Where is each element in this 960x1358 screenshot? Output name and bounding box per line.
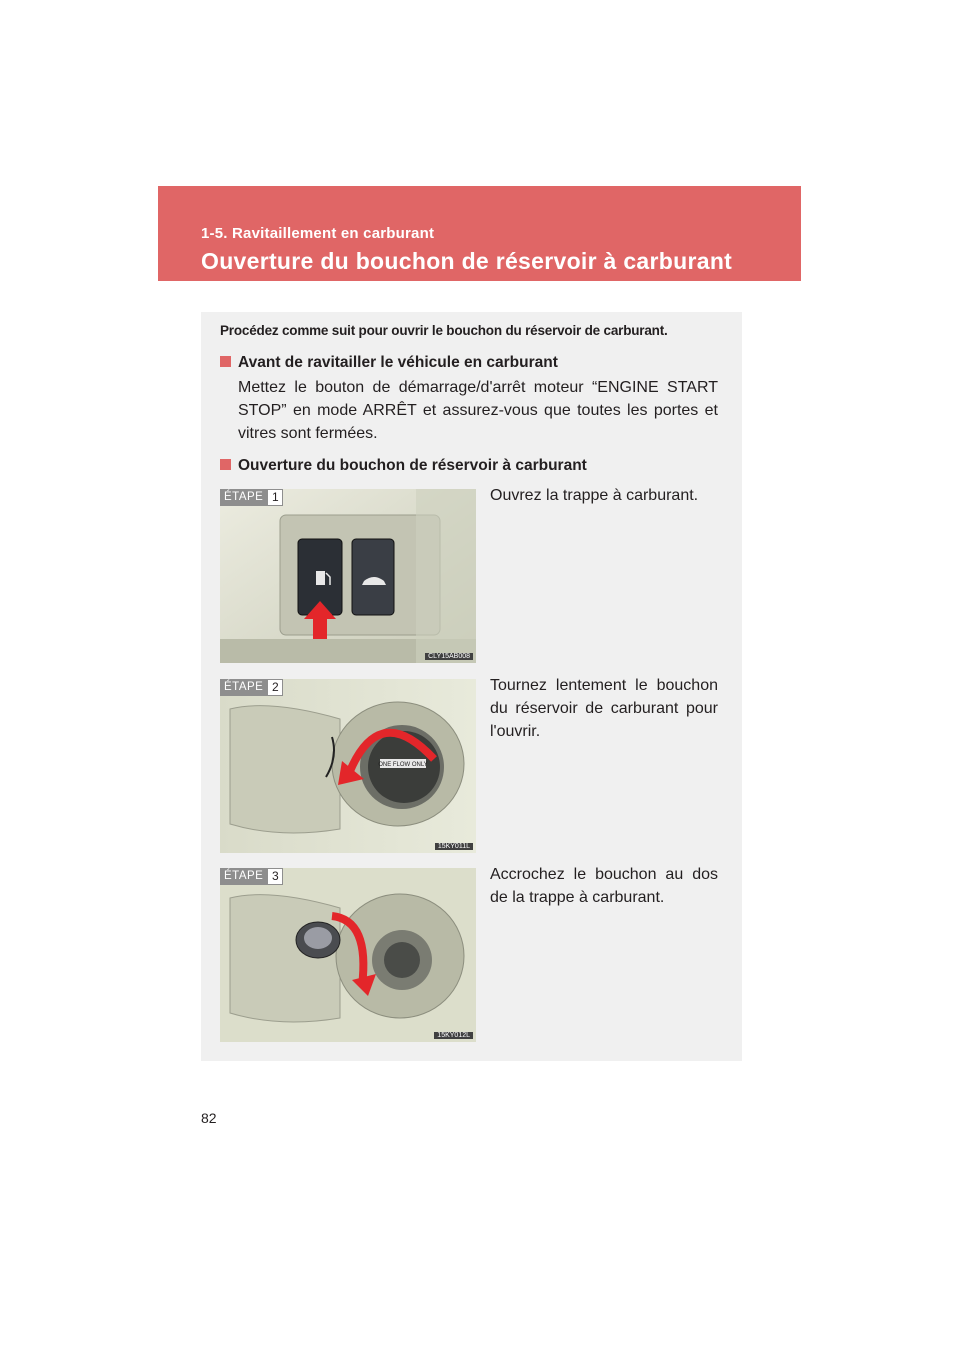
subheading-text: Ouverture du bouchon de réservoir à carburant — [238, 457, 587, 474]
section-label: 1-5. Ravitaillement en carburant — [201, 225, 435, 242]
fuel-cap-hook-illustration — [220, 868, 476, 1042]
step-3-image — [220, 868, 476, 1042]
fuel-cap-turn-illustration — [220, 679, 476, 853]
image-code: 15KY011L — [435, 843, 473, 850]
step-number: 2 — [267, 679, 283, 696]
step-3-badge — [220, 868, 283, 885]
step-number: 3 — [267, 868, 283, 885]
fuel-door-switch-illustration — [220, 489, 476, 663]
fuel-cap-label: ONE FLOW ONLY — [378, 762, 428, 768]
page-title: Ouverture du bouchon de réservoir à carburant — [201, 248, 733, 274]
step-2-badge — [220, 679, 283, 696]
content-box — [201, 312, 742, 1061]
bullet-square-icon — [220, 459, 231, 470]
subheading-before-refuel — [220, 354, 558, 372]
subheading-text: Avant de ravitailler le véhicule en carburant — [238, 354, 558, 371]
subheading-opening-cap — [220, 457, 587, 475]
step-label: ÉTAPE — [220, 489, 267, 506]
before-refuel-text: Mettez le bouton de démarrage/d'arrêt moteur “ENGINE START STOP” en mode ARRÊT et assurez-vous que toutes les portes et vitres sont fermées. — [238, 379, 718, 442]
step-label: ÉTAPE — [220, 679, 267, 696]
step-1-badge — [220, 489, 283, 506]
intro-text: Procédez comme suit pour ouvrir le bouchon du réservoir de carburant. — [220, 323, 668, 338]
bullet-square-icon — [220, 356, 231, 367]
step-2-text: Tournez lentement le bouchon du réservoir de carburant pour l'ouvrir. — [490, 677, 718, 740]
image-code: CLY15AB008 — [425, 653, 473, 660]
image-code: 15KY012L — [434, 1032, 473, 1039]
step-number: 1 — [267, 489, 283, 506]
step-2-image — [220, 679, 476, 853]
step-1-image — [220, 489, 476, 663]
section-header — [158, 186, 801, 281]
page-number: 82 — [201, 1110, 217, 1126]
step-label: ÉTAPE — [220, 868, 267, 885]
step-3-text: Accrochez le bouchon au dos de la trappe à carburant. — [490, 866, 718, 906]
step-1-text: Ouvrez la trappe à carburant. — [490, 487, 699, 504]
